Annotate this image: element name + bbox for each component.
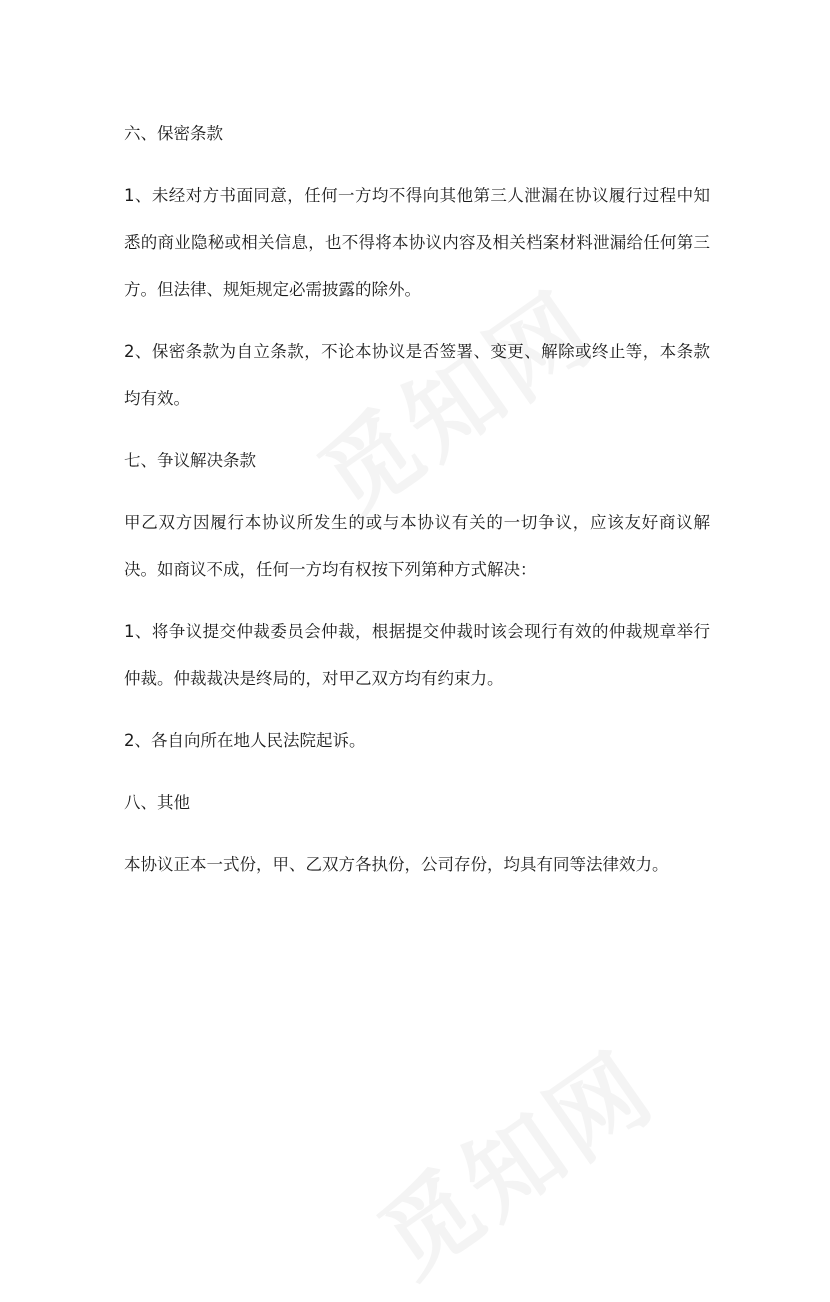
- confidentiality-clause-1: 1、未经对方书面同意，任何一方均不得向其他第三人泄漏在协议履行过程中知悉的商业隐秘或相关信息，也不得将本协议内容及相关档案材料泄漏给任何第三方。但法律、规矩规定必需披露的除外。: [124, 186, 710, 299]
- section-heading-confidentiality: 六、保密条款: [124, 124, 223, 143]
- dispute-option-1: 1、将争议提交仲裁委员会仲裁，根据提交仲裁时该会现行有效的仲裁规章举行仲裁。仲裁裁决是终局的，对甲乙双方均有约束力。: [124, 622, 710, 688]
- watermark-logo: [348, 1015, 677, 1302]
- document-body: [124, 110, 710, 888]
- dispute-intro: 甲乙双方因履行本协议所发生的或与本协议有关的一切争议，应该友好商议解决。如商议不成，任何一方均有权按下列第种方式解决：: [124, 513, 710, 579]
- section-heading-dispute: 七、争议解决条款: [124, 451, 256, 470]
- confidentiality-clause-2: 2、保密条款为自立条款，不论本协议是否签署、变更、解除或终止等，本条款均有效。: [124, 342, 710, 408]
- other-clause-1: 本协议正本一式份，甲、乙双方各执份，公司存份，均具有同等法律效力。: [124, 855, 669, 874]
- dispute-option-2: 2、各自向所在地人民法院起诉。: [124, 731, 366, 750]
- section-heading-other: 八、其他: [124, 793, 190, 812]
